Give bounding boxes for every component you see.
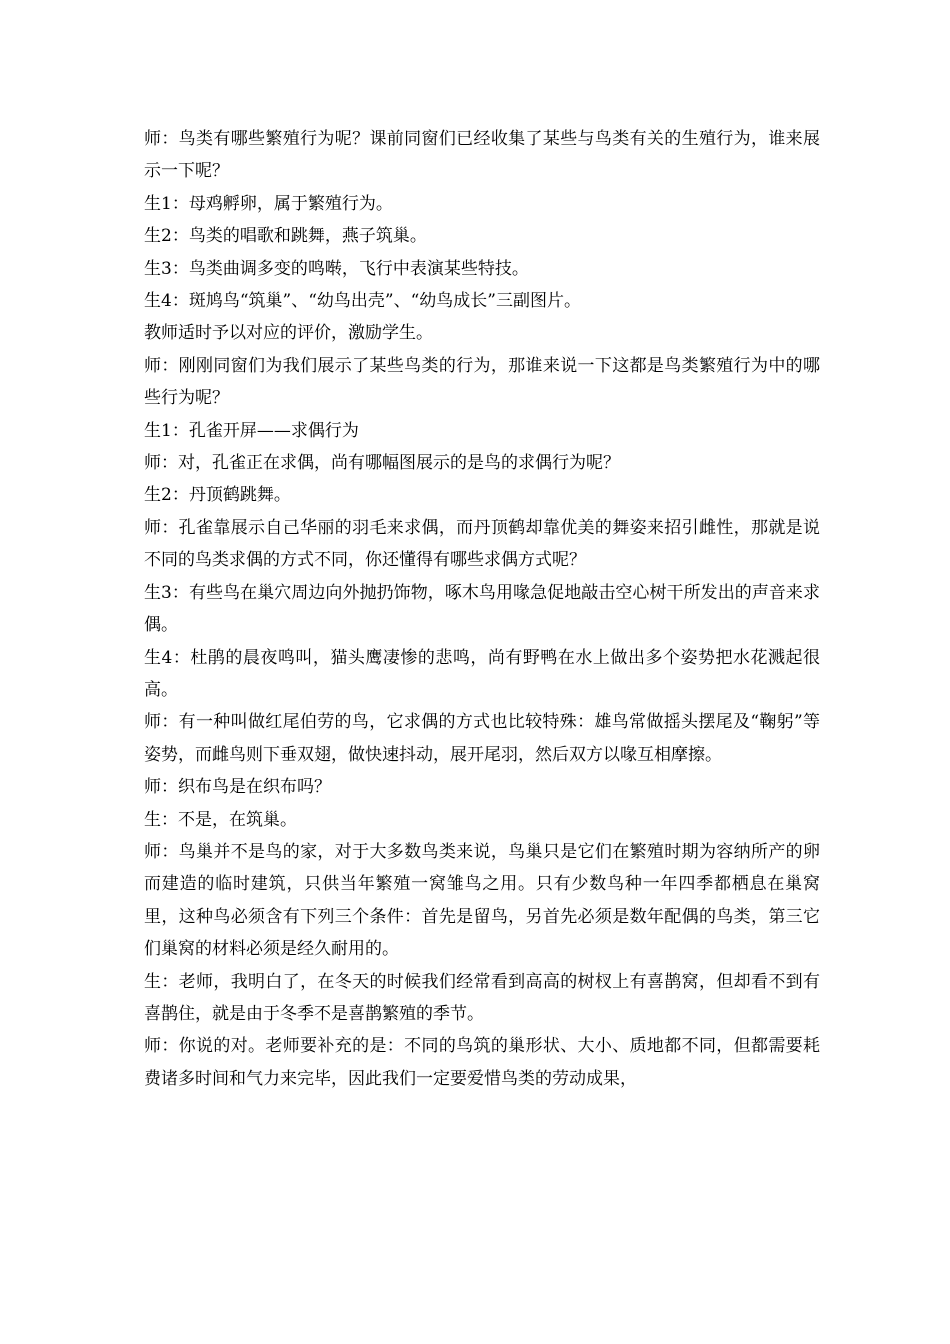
paragraph-5: 生4：斑鸠鸟“筑巢”、“幼鸟出壳”、“幼鸟成长”三副图片。 [144, 291, 581, 312]
paragraph-7: 师：刚刚同窗们为我们展示了某些鸟类的行为，那谁来说一下这都是鸟类繁殖行为中的哪些行为呢？ [144, 355, 820, 409]
paragraph-14: 师：有一种叫做红尾伯劳的鸟，它求偶的方式也比较特殊：雄鸟常做摇头摆尾及“鞠躬”等姿势，而雌鸟则下垂双翅，做快速抖动，展开尾羽，然后双方以喙互相摩擦。 [144, 712, 820, 765]
paragraph-6: 教师适时予以对应的评价，激励学生。 [144, 323, 433, 344]
paragraph-11: 师：孔雀靠展示自己华丽的羽毛来求偶，而丹顶鹤却靠优美的舞姿来招引雌性，那就是说不同的鸟类求偶的方式不同，你还懂得有哪些求偶方式呢？ [144, 517, 820, 571]
paragraph-9: 师：对，孔雀正在求偶，尚有哪幅图展示的是鸟的求偶行为呢？ [144, 453, 620, 474]
paragraph-16: 生：不是，在筑巢。 [144, 809, 297, 830]
paragraph-1: 师：鸟类有哪些繁殖行为呢？课前同窗们已经收集了某些与鸟类有关的生殖行为，谁来展示一下呢？ [144, 129, 820, 182]
paragraph-4: 生3：鸟类曲调多变的鸣啭，飞行中表演某些特技。 [144, 258, 529, 279]
paragraph-15: 师：织布鸟是在织布吗？ [144, 777, 331, 798]
paragraph-3: 生2：鸟类的唱歌和跳舞，燕子筑巢。 [144, 226, 427, 247]
dialogue-text [144, 123, 820, 1095]
paragraph-13: 生4：杜鹃的晨夜鸣叫，猫头鹰凄惨的悲鸣，尚有野鸭在水上做出多个姿势把水花溅起很高。 [144, 647, 820, 700]
paragraph-17: 师：鸟巢并不是鸟的家，对于大多数鸟类来说，鸟巢只是它们在繁殖时期为容纳所产的卵而建造的临时建筑，只供当年繁殖一窝雏鸟之用。只有少数鸟种一年四季都栖息在巢窝里，这种鸟必须含有下列三个条件：首先是留鸟，另首先必须是数年配偶的鸟类，第三它们巢窝的材料必须是经久耐用的。 [144, 841, 820, 960]
paragraph-12: 生3：有些鸟在巢穴周边向外抛扔饰物，啄木鸟用喙急促地敲击空心树干所发出的声音来求偶。 [144, 582, 820, 636]
paragraph-10: 生2：丹顶鹤跳舞。 [144, 485, 291, 506]
paragraph-19: 师：你说的对。老师要补充的是：不同的鸟筑的巢形状、大小、质地都不同，但都需要耗费诸多时间和气力来完毕，因此我们一定要爱惜鸟类的劳动成果， [144, 1036, 820, 1089]
paragraph-2: 生1：母鸡孵卵，属于繁殖行为。 [144, 193, 393, 214]
paragraph-8: 生1：孔雀开屏——求偶行为 [144, 420, 359, 441]
paragraph-18: 生：老师，我明白了，在冬天的时候我们经常看到高高的树杈上有喜鹊窝，但却看不到有喜鹊住，就是由于冬季不是喜鹊繁殖的季节。 [144, 971, 820, 1024]
